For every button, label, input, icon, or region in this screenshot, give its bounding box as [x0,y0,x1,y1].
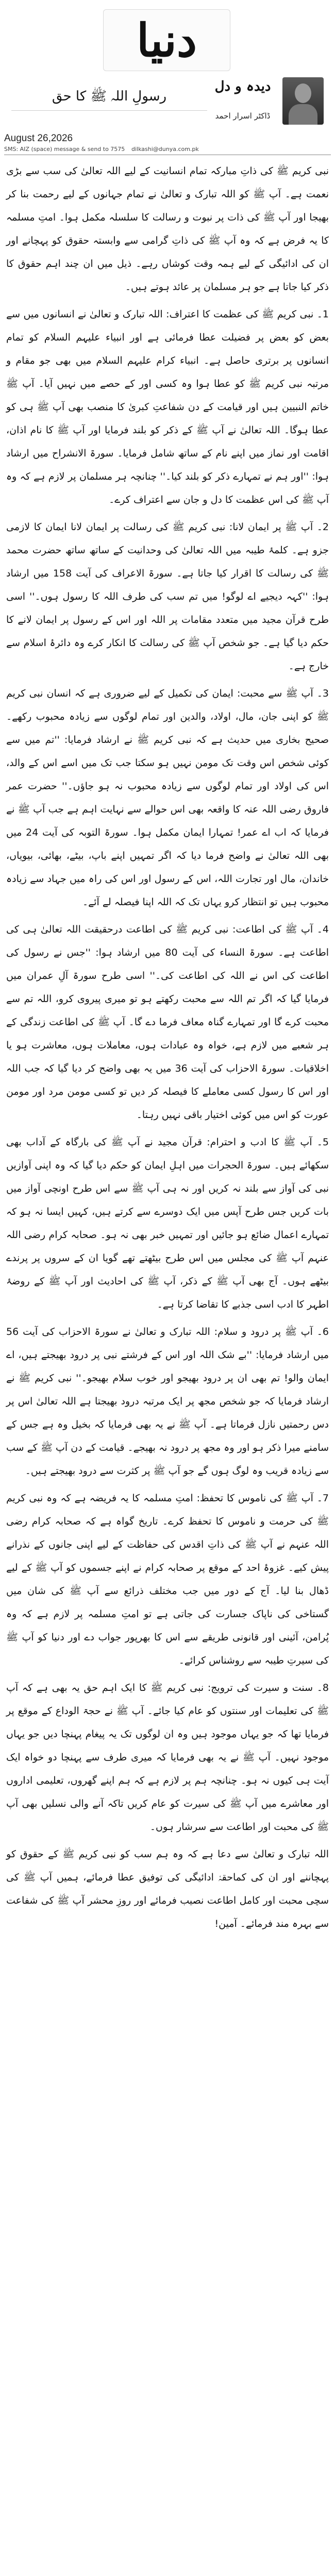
paragraph: 4۔ آپ ﷺ کی اطاعت: نبی کریم ﷺ کی اطاعت درحقیقت اللہ تعالیٰ ہی کی اطاعت ہے۔ سورۃ النساء کی آیت 80 میں ارشاد ہوا: ''جس نے رسول کی اطاعت کی اس نے اللہ کی اطاعت کی۔'' اسی طرح سورۃ آلِ عمران میں فرمایا گیا کہ اگر تم اللہ سے محبت رکھتے ہو تو میری پیروی کرو، اللہ تم سے محبت کرے گا اور تمہارے گناہ معاف فرما دے گا۔ آپ ﷺ کی اطاعت زندگی کے ہر شعبے میں لازم ہے، خواہ وہ عبادات ہوں، معاملات ہوں، معاشرت ہو یا اخلاقیات۔ سورۃ الاحزاب کی آیت 36 میں یہ بھی واضح کر دیا گیا کہ جب اللہ اور اس کا رسول کسی معاملے کا فیصلہ کر دیں تو کسی مومن مرد اور مومن عورت کو اس میں کوئی اختیار باقی نہیں رہتا۔ [6,924,329,1121]
paragraph: 1۔ نبی کریم ﷺ کی عظمت کا اعتراف: اللہ تبارک و تعالیٰ نے انسانوں میں سے بعض کو بعض پر فضیلت عطا فرمائی ہے اور انبیاء علیہم السلام کو تمام انسانوں پر برتری حاصل ہے۔ انبیاء کرام علیہم السلام میں بھی جو مقام و مرتبہ نبی کریم ﷺ کو عطا ہوا وہ کسی اور کے حصے میں نہیں آیا۔ آپ ﷺ خاتم النبیین ہیں اور قیامت کے دن شفاعتِ کبریٰ کا منصب بھی آپ ﷺ ہی کو عطا ہوگا۔ اللہ تعالیٰ نے آپ ﷺ کے ذکر کو بلند فرمایا اور آپ ﷺ کا نام اذان، اقامت اور نماز میں اپنے نام کے ساتھ شامل فرمایا۔ سورۃ الانشراح میں ارشاد ہوا: ''اور ہم نے تمہارے ذکر کو بلند کیا۔'' چنانچہ ہر مسلمان پر لازم ہے کہ وہ آپ ﷺ کی اس عظمت کا دل و جان سے اعتراف کرے۔ [6,309,329,505]
masthead-logo-text: دنیا [136,13,197,67]
paragraph: 5۔ آپ ﷺ کا ادب و احترام: قرآن مجید نے آپ ﷺ کی بارگاہ کے آداب بھی سکھائے ہیں۔ سورۃ الحجرات میں اہلِ ایمان کو حکم دیا گیا کہ وہ اپنی آوازیں نبی کی آواز سے بلند نہ کریں اور نہ ہی آپ ﷺ سے اس طرح اونچی آواز میں بات کریں جس طرح آپس میں ایک دوسرے سے کرتے ہیں، کہیں ایسا نہ ہو کہ تمہارے اعمال ضائع ہو جائیں اور تمہیں خبر بھی نہ ہو۔ صحابہ کرام رضی اللہ عنہم آپ ﷺ کی مجلس میں اس طرح بیٹھتے تھے گویا ان کے سروں پر پرندے بیٹھے ہوں۔ آج بھی آپ ﷺ کے ذکر، آپ ﷺ کی احادیث اور آپ ﷺ کے روضۂ اطہر کا ادب اسی جذبے کا تقاضا کرتا ہے۔ [6,1137,329,1310]
paragraph: 6۔ آپ ﷺ پر درود و سلام: اللہ تبارک و تعالیٰ نے سورۃ الاحزاب کی آیت 56 میں ارشاد فرمایا: ''بے شک اللہ اور اس کے فرشتے نبی پر درود بھیجتے ہیں، اے ایمان والو! تم بھی ان پر درود بھیجو اور خوب سلام بھیجو۔'' نبی کریم ﷺ نے ارشاد فرمایا کہ جو شخص مجھ پر ایک مرتبہ درود بھیجتا ہے اللہ تعالیٰ اس پر دس رحمتیں نازل فرماتا ہے۔ آپ ﷺ نے یہ بھی فرمایا کہ بخیل وہ ہے جس کے سامنے میرا ذکر ہو اور وہ مجھ پر درود نہ بھیجے۔ قیامت کے دن آپ ﷺ کے سب سے زیادہ قریب وہ لوگ ہوں گے جو آپ ﷺ پر کثرت سے درود بھیجتے ہیں۔ [6,1326,329,1477]
masthead-logo [103,9,230,71]
paragraph: 7۔ آپ ﷺ کی ناموس کا تحفظ: امتِ مسلمہ کا یہ فریضہ ہے کہ وہ نبی کریم ﷺ کی حرمت و ناموس کا تحفظ کرے۔ تاریخ گواہ ہے کہ صحابہ کرام رضی اللہ عنہم نے آپ ﷺ کی ذاتِ اقدس کی حفاظت کے لیے اپنی جانوں کے نذرانے پیش کیے۔ غزوۂ احد کے موقع پر صحابہ کرام نے اپنے جسموں کو آپ ﷺ کے لیے ڈھال بنا لیا۔ آج کے دور میں جب مختلف ذرائع سے آپ ﷺ کی شان میں گستاخی کی ناپاک جسارت کی جاتی ہے تو امتِ مسلمہ پر لازم ہے کہ وہ پُرامن، آئینی اور قانونی طریقے سے اس کا بھرپور جواب دے اور دنیا کو آپ ﷺ کی سیرتِ طیبہ سے روشناس کرائے۔ [6,1493,329,1666]
paragraph: 2۔ آپ ﷺ پر ایمان لانا: نبی کریم ﷺ کی رسالت پر ایمان لانا ایمان کا لازمی جزو ہے۔ کلمۂ طیبہ میں اللہ تعالیٰ کی وحدانیت کے ساتھ ساتھ حضرت محمد ﷺ کی رسالت کا اقرار کیا جاتا ہے۔ سورۃ الاعراف کی آیت 158 میں ارشاد ہوا: ''کہہ دیجیے اے لوگو! میں تم سب کی طرف اللہ کا رسول ہوں۔'' اسی طرح قرآن مجید میں متعدد مقامات پر اللہ اور اس کے رسول پر ایمان لانے کا حکم دیا گیا ہے۔ جو شخص آپ ﷺ کی رسالت کا انکار کرے وہ دائرۂ اسلام سے خارج ہے۔ [6,521,329,672]
sms-line: SMS: AIZ (space) message & send to 7575 [4,146,125,152]
author-name: ڈاکٹر اسرار احمد [215,111,271,121]
author-block [205,77,324,129]
column-header [0,0,335,155]
paragraph: اللہ تبارک و تعالیٰ سے دعا ہے کہ وہ ہم سب کو نبی کریم ﷺ کے حقوق کو پہچاننے اور ان کی کماحقہٗ ادائیگی کی توفیق عطا فرمائے، ہمیں آپ ﷺ کی سچی محبت اور کامل اطاعت نصیب فرمائے اور روزِ محشر آپ ﷺ کی شفاعت سے بہرہ مند فرمائے۔ آمین! [6,1849,329,1929]
author-email: dilkashi@dunya.com.pk [131,146,199,152]
article-title: رسولِ اللہ ﷺ کا حق [11,88,207,111]
paragraph: 8۔ سنت و سیرت کی ترویج: نبی کریم ﷺ کا ایک اہم حق یہ بھی ہے کہ آپ ﷺ کی تعلیمات اور سنتوں کو عام کیا جائے۔ آپ ﷺ نے حجۃ الوداع کے موقع پر فرمایا تھا کہ جو یہاں موجود ہیں وہ ان لوگوں تک یہ پیغام پہنچا دیں جو یہاں موجود نہیں۔ آپ ﷺ نے یہ بھی فرمایا کہ میری طرف سے پہنچا دو خواہ ایک آیت ہی کیوں نہ ہو۔ چنانچہ ہم پر لازم ہے کہ ہم اپنے گھروں، تعلیمی اداروں اور معاشرے میں آپ ﷺ کی سیرت کو عام کریں تاکہ آنے والی نسلیں بھی آپ ﷺ کی محبت اور اطاعت سے سرشار ہوں۔ [6,1682,329,1833]
paragraph: 3۔ آپ ﷺ سے محبت: ایمان کی تکمیل کے لیے ضروری ہے کہ انسان نبی کریم ﷺ کو اپنی جان، مال، اولاد، والدین اور تمام لوگوں سے زیادہ محبوب رکھے۔ صحیح بخاری میں حدیث ہے کہ نبی کریم ﷺ نے ارشاد فرمایا: ''تم میں سے کوئی شخص اس وقت تک مومن نہیں ہو سکتا جب تک میں اسے اس کے والد، اس کی اولاد اور تمام لوگوں سے زیادہ محبوب نہ ہو جاؤں۔'' حضرت عمر فاروق رضی اللہ عنہ کا واقعہ بھی اس حوالے سے نہایت اہم ہے جب آپ ﷺ نے فرمایا کہ اب اے عمر! تمہارا ایمان مکمل ہوا۔ سورۃ التوبہ کی آیت 24 میں بھی اللہ تعالیٰ نے واضح فرما دیا کہ اگر تمہیں اپنے باپ، بیٹے، بھائی، بیویاں، خاندان، مال اور تجارت اللہ، اس کے رسول اور اس کی راہ میں جہاد سے زیادہ محبوب ہیں تو انتظار کرو یہاں تک کہ اللہ اپنا فیصلہ لے آئے۔ [6,688,329,908]
column-name: دیدہ و دل [214,79,271,94]
paragraph: نبی کریم ﷺ کی ذاتِ مبارکہ تمام انسانیت کے لیے اللہ تعالیٰ کی سب سے بڑی نعمت ہے۔ آپ ﷺ کو اللہ تبارک و تعالیٰ نے تمام جہانوں کے لیے رحمت بنا کر بھیجا اور آپ ﷺ کی ذات پر نبوت و رسالت کا سلسلہ مکمل ہوا۔ امتِ مسلمہ کا یہ فرض ہے کہ وہ آپ ﷺ کی ذاتِ گرامی سے وابستہ حقوق کو پہچانے اور ان کی ادائیگی کے لیے ہمہ وقت کوشاں رہے۔ ذیل میں ان چند اہم حقوق کا ذکر کیا جاتا ہے جو ہر مسلمان پر عائد ہوتے ہیں۔ [6,165,329,293]
article-body [6,160,329,1940]
author-photo [282,77,324,125]
publish-date: August 26,2026 [4,133,73,144]
